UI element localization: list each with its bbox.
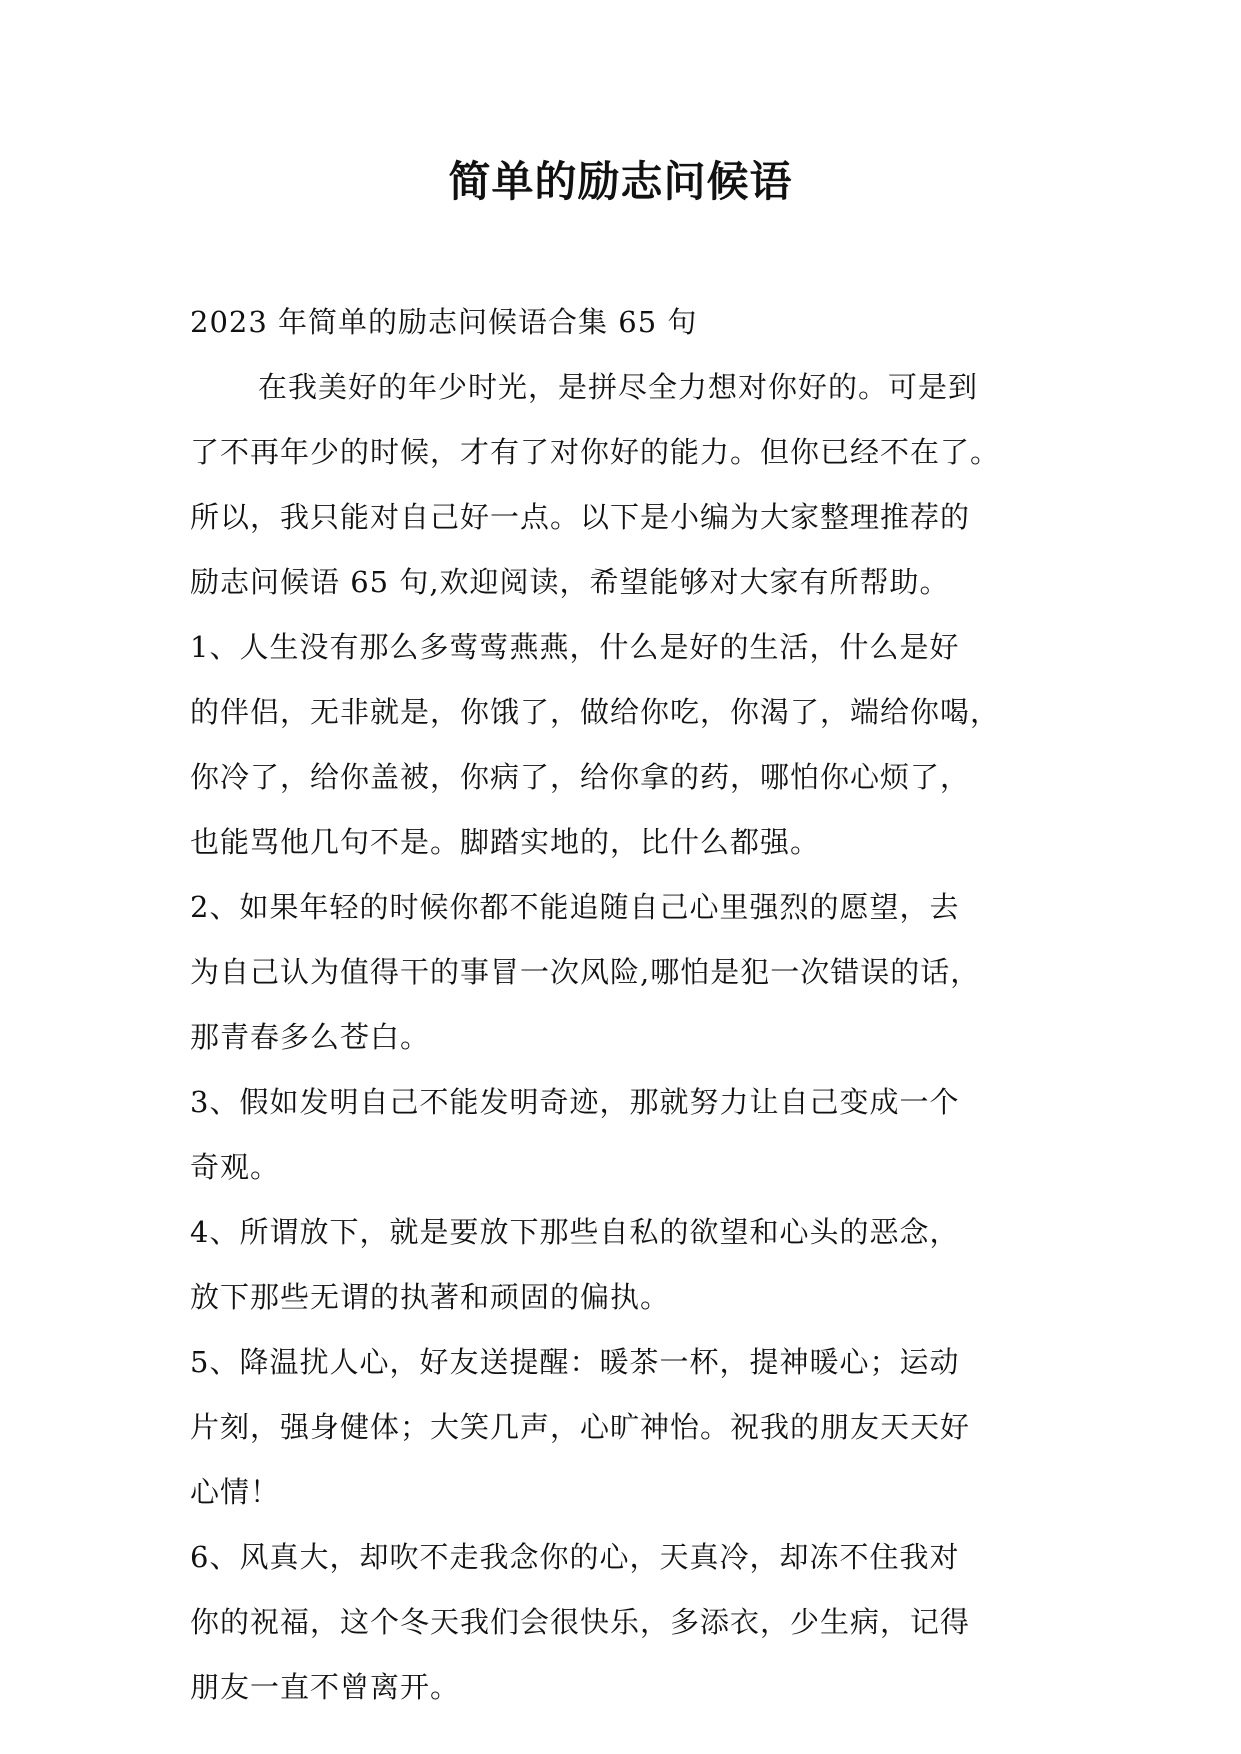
list-item-5-line: 心情！ <box>190 1475 281 1509</box>
list-item-6-line: 你的祝福，这个冬天我们会很快乐，多添衣，少生病，记得 <box>190 1605 971 1639</box>
list-item-6-line: 6、风真大，却吹不走我念你的心，天真冷，却冻不住我对 <box>190 1540 960 1574</box>
list-item-2-line: 那青春多么苍白。 <box>190 1020 431 1054</box>
intro-paragraph-line: 所以，我只能对自己好一点。以下是小编为大家整理推荐的 <box>190 500 971 534</box>
subtitle-line: 2023 年简单的励志问候语合集 65 句 <box>190 305 698 339</box>
list-item-5-line: 片刻，强身健体；大笑几声，心旷神怡。祝我的朋友天天好 <box>190 1410 971 1444</box>
list-item-4-line: 4、所谓放下，就是要放下那些自私的欲望和心头的恶念， <box>190 1215 960 1249</box>
intro-paragraph-line: 励志问候语 65 句,欢迎阅读，希望能够对大家有所帮助。 <box>190 565 950 599</box>
document-body <box>190 290 1060 1720</box>
list-item-1-line: 也能骂他几句不是。脚踏实地的，比什么都强。 <box>190 825 821 859</box>
list-item-6-line: 朋友一直不曾离开。 <box>190 1670 461 1704</box>
list-item-2-line: 2、如果年轻的时候你都不能追随自己心里强烈的愿望，去 <box>190 890 960 924</box>
list-item-5-line: 5、降温扰人心，好友送提醒：暖茶一杯，提神暖心；运动 <box>190 1345 960 1379</box>
list-item-1-line: 1、人生没有那么多莺莺燕燕，什么是好的生活，什么是好 <box>190 630 960 664</box>
document-title: 简单的励志问候语 <box>448 157 793 206</box>
list-item-4-line: 放下那些无谓的执著和顽固的偏执。 <box>190 1280 671 1314</box>
list-item-3-line: 奇观。 <box>190 1150 281 1184</box>
intro-paragraph-line: 在我美好的年少时光，是拼尽全力想对你好的。可是到 <box>258 370 979 404</box>
list-item-1-line: 的伴侣，无非就是，你饿了，做给你吃，你渴了，端给你喝， <box>190 695 1001 729</box>
list-item-3-line: 3、假如发明自己不能发明奇迹，那就努力让自己变成一个 <box>190 1085 960 1119</box>
intro-paragraph-line: 了不再年少的时候，才有了对你好的能力。但你已经不在了。 <box>190 435 1001 469</box>
list-item-1-line: 你冷了，给你盖被，你病了，给你拿的药，哪怕你心烦了， <box>190 760 971 794</box>
list-item-2-line: 为自己认为值得干的事冒一次风险,哪怕是犯一次错误的话， <box>190 955 981 989</box>
